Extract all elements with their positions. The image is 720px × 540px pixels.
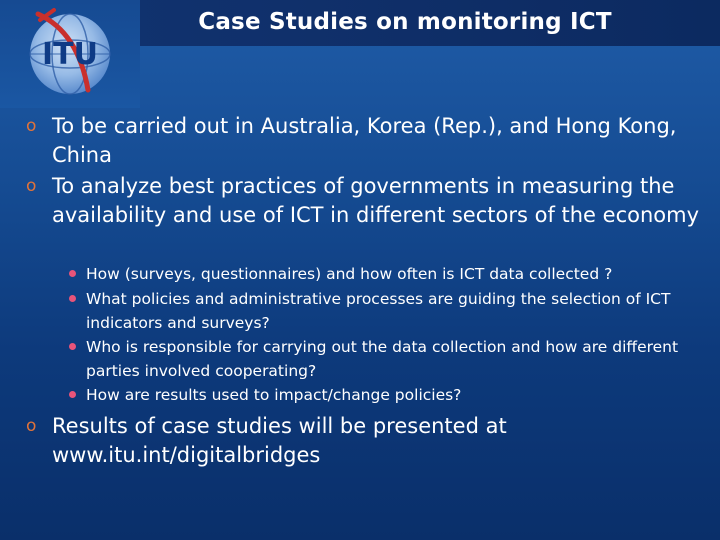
sub-bullet-marker: [69, 295, 76, 302]
bullet-item: [26, 412, 712, 470]
sub-bullet-marker: [69, 343, 76, 350]
bullet-item: [26, 172, 712, 230]
bullet-text: Results of case studies will be presented at www.itu.int/digitalbridges: [52, 414, 507, 467]
sub-bullet-text: Who is responsible for carrying out the data collection and how are different parties involved cooperating?: [86, 338, 679, 380]
slide-title: Case Studies on monitoring ICT: [198, 9, 612, 35]
sub-bullet-item: [86, 287, 706, 335]
sub-bullet-text: How (surveys, questionnaires) and how often is ICT data collected ?: [86, 265, 613, 283]
sub-bullet-text: What policies and administrative processes are guiding the selection of ICT indicators and surveys?: [86, 290, 671, 332]
itu-logo: [18, 2, 122, 102]
sub-bullet-marker: [69, 270, 76, 277]
sub-bullet-text: How are results used to impact/change policies?: [86, 386, 462, 404]
bullet-marker: o: [26, 416, 37, 436]
sub-bullet-item: [86, 335, 706, 383]
sub-bullet-item: [86, 262, 706, 286]
bullet-marker: o: [26, 176, 37, 196]
logo-text: ITU: [42, 37, 98, 72]
sub-bullet-marker: [69, 391, 76, 398]
bullet-text: To analyze best practices of governments in measuring the availability and use of ICT in different sectors of the economy: [52, 174, 700, 227]
sub-bullet-item: [86, 383, 706, 407]
bullet-text: To be carried out in Australia, Korea (Rep.), and Hong Kong, China: [52, 114, 677, 167]
bullet-marker: o: [26, 116, 37, 136]
bullet-item: [26, 112, 712, 170]
